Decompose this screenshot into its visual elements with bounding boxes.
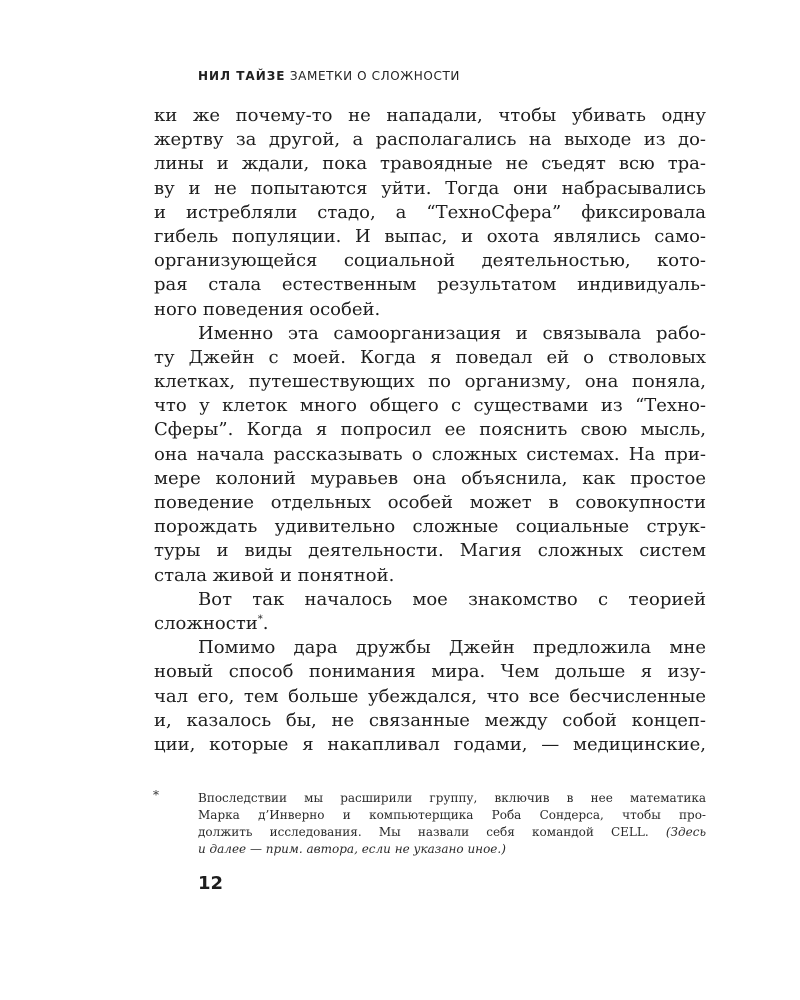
text-line: лины и ждали, пока травоядные не съедят всю тра- [154, 153, 706, 175]
page-number: 12 [198, 873, 224, 894]
footnote [198, 790, 706, 858]
footnote-line [198, 824, 706, 841]
text-line [154, 612, 706, 636]
text-line: стала живой и понятной. [154, 564, 395, 586]
text-line: что у клеток много общего с существами из “Техно- [154, 395, 706, 417]
text-line: и истребляли стадо, а “ТехноСфера” фиксировала [154, 201, 706, 223]
text-line: рая стала естественным результатом индивидуаль- [154, 274, 706, 296]
text-segment: . [262, 612, 269, 634]
text-line: ного поведения особей. [154, 298, 381, 320]
text-line: новый способ понимания мира. Чем дольше я изу- [154, 661, 706, 683]
text-line: Именно эта самоорганизация и связывала рабо- [198, 322, 706, 344]
text-line: туры и виды деятельности. Магия сложных систем [154, 540, 706, 562]
running-head-title: ЗАМЕТКИ О СЛОЖНОСТИ [289, 69, 460, 83]
text-line: клетках, путешествующих по организму, она поняла, [154, 371, 706, 393]
text-line: ки же почему-то не нападали, чтобы убивать одну [154, 105, 706, 126]
running-head-author: НИЛ ТАЙЗЕ [198, 69, 286, 83]
footnote-text: должить исследования. Мы назвали себя командой CELL. [198, 825, 649, 839]
footnote-line: Впоследствии мы расширили группу, включив в нее математика [198, 791, 706, 805]
text-line: Вот так началось мое знакомство с теорией [198, 588, 706, 610]
text-line: гибель популяции. И выпас, и охота являлись само- [154, 225, 706, 247]
body-text [154, 104, 706, 757]
text-line: и, казалось бы, не связанные между собой концеп- [154, 709, 706, 731]
text-line: ту Джейн с моей. Когда я поведал ей о стволовых [154, 346, 706, 368]
footnote-mark: * [153, 788, 159, 802]
text-line: она начала рассказывать о сложных системах. На при- [154, 443, 706, 465]
footnote-line [198, 841, 706, 858]
footnote-reference: * [257, 613, 263, 625]
text-line: организующейся социальной деятельностью, кото- [154, 250, 706, 272]
text-line: Сферы”. Когда я попросил ее пояснить свою мысль, [154, 419, 706, 441]
text-line: ции, которые я накапливал годами, — медицинские, [154, 733, 706, 755]
text-line: Помимо дара дружбы Джейн предложила мне [198, 637, 706, 659]
text-line: мере колоний муравьев она объяснила, как простое [154, 467, 706, 489]
text-line: чал его, тем больше убеждался, что все бесчисленные [154, 685, 706, 707]
footnote-line: Марка д’Инверно и компьютерщика Роба Сондерса, чтобы про- [198, 808, 706, 822]
text-line: жертву за другой, а располагались на выходе из до- [154, 129, 706, 151]
text-segment: сложности [154, 612, 258, 634]
text-line: порождать удивительно сложные социальные струк- [154, 516, 706, 538]
running-head [198, 69, 460, 83]
text-line: ву и не попытаются уйти. Тогда они набрасывались [154, 177, 706, 199]
footnote-italic: (Здесь [665, 825, 706, 839]
footnote-italic: и далее — прим. автора, если не указано иное.) [198, 842, 506, 856]
text-line: поведение отдельных особей может в совокупности [154, 492, 706, 513]
